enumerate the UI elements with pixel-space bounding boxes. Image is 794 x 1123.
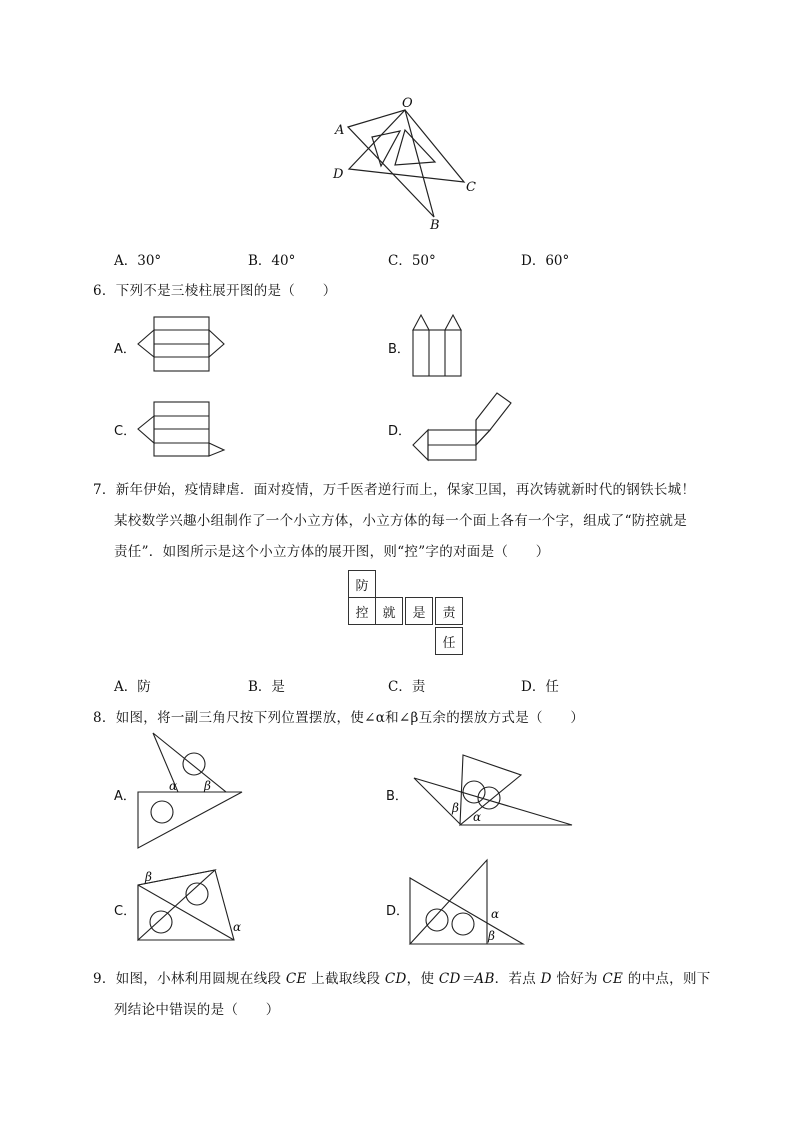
q9-text-6: 的中点，则下: [623, 971, 711, 987]
q8-figure-d: [410, 860, 523, 944]
q8-a-beta: β: [204, 779, 211, 793]
q5-option-a-letter: A．: [114, 253, 138, 269]
q7-line-3: 责任”．如图所示是这个小立方体的展开图，则“控”字的对面是（ ）: [114, 544, 550, 560]
q8-option-b-label[interactable]: B．: [386, 789, 408, 804]
q7-option-c-text: 责: [411, 679, 426, 695]
q7-option-a-text: 防: [137, 679, 151, 695]
q5-label-o: O: [402, 96, 413, 111]
q6-option-c-label[interactable]: C．: [114, 424, 137, 439]
q7-option-a-letter: A．: [114, 679, 138, 695]
q8-b-alpha: α: [473, 810, 482, 824]
q5-option-d-text: 60°: [545, 253, 570, 269]
q8-c-alpha: α: [233, 920, 242, 934]
q5-option-c-letter: C．: [388, 253, 412, 269]
q8-d-beta: β: [488, 929, 495, 943]
q9-line-2: 列结论中错误的是（ ）: [114, 1002, 280, 1018]
q7-option-d-letter: D．: [521, 679, 546, 695]
q9-text-3: ，使: [406, 971, 439, 987]
q8-c-beta: β: [145, 870, 152, 884]
q5-option-a-text: 30°: [137, 253, 162, 269]
q6-question-text: 6．下列不是三棱柱展开图的是（ ）: [93, 283, 337, 299]
q6-option-d-label[interactable]: D．: [388, 424, 412, 439]
q7-net-cell-row-3: 是: [405, 597, 433, 625]
q7-net-cell-bottom: 任: [435, 627, 463, 655]
q5-option-b-text: 40°: [271, 253, 296, 269]
q5-label-b: B: [430, 218, 440, 233]
q9-line-1: [93, 967, 711, 987]
q9-point-d: D: [540, 971, 552, 987]
q7-option-b-letter: B．: [248, 679, 272, 695]
q9-text-5: 恰好为: [551, 971, 603, 987]
q5-option-c-text: 50°: [411, 253, 436, 269]
q7-net-cell-row-2: 就: [375, 597, 403, 625]
q8-figure-a: [138, 733, 242, 848]
q7-net-cell-row-4: 责: [435, 597, 463, 625]
q8-option-d-label[interactable]: D．: [386, 904, 410, 919]
q9-segment-ce-2: CE: [602, 971, 624, 987]
q5-option-d-letter: D．: [521, 253, 546, 269]
q5-label-a: A: [335, 123, 345, 138]
q7-option-b-text: 是: [271, 679, 285, 695]
q7-option-c-letter: C．: [388, 679, 412, 695]
q8-figure-c: [138, 870, 234, 940]
q8-option-c-label[interactable]: C．: [114, 904, 137, 919]
q7-net-cell-row-1: 控: [348, 597, 376, 625]
q8-question-text: 8．如图，将一副三角尺按下列位置摆放，使∠α和∠β互余的摆放方式是（ ）: [93, 710, 585, 726]
q9-segment-ce: CE: [285, 971, 307, 987]
q7-option-d-text: 任: [545, 679, 559, 695]
q5-label-c: C: [466, 180, 476, 195]
q9-text-4: ．若点: [494, 971, 541, 987]
q9-text-2: 上截取线段: [306, 971, 385, 987]
q7-line-1: 7．新年伊始，疫情肆虐．面对疫情，万千医者逆行而上，保家卫国，再次铸就新时代的钢铁长城！: [93, 482, 696, 498]
q8-d-alpha: α: [491, 907, 500, 921]
q8-figure-b: [414, 755, 572, 825]
q8-a-alpha: α: [169, 779, 178, 793]
q9-equation: CD＝AB: [438, 971, 495, 987]
q8-option-a-label[interactable]: A．: [114, 789, 136, 804]
q7-net-cell-top: 防: [348, 570, 376, 598]
q6-option-a-label[interactable]: A．: [114, 342, 136, 357]
q9-segment-cd: CD: [384, 971, 407, 987]
q6-option-b-label[interactable]: B．: [388, 342, 410, 357]
q9-text-1: 9．如图，小林利用圆规在线段: [93, 971, 286, 987]
q7-line-2: 某校数学兴趣小组制作了一个小立方体，小立方体的每一个面上各有一个字，组成了“防控就是: [114, 513, 687, 529]
q5-label-d: D: [333, 167, 344, 182]
q8-b-beta: β: [452, 801, 459, 815]
q5-option-b-letter: B．: [248, 253, 272, 269]
